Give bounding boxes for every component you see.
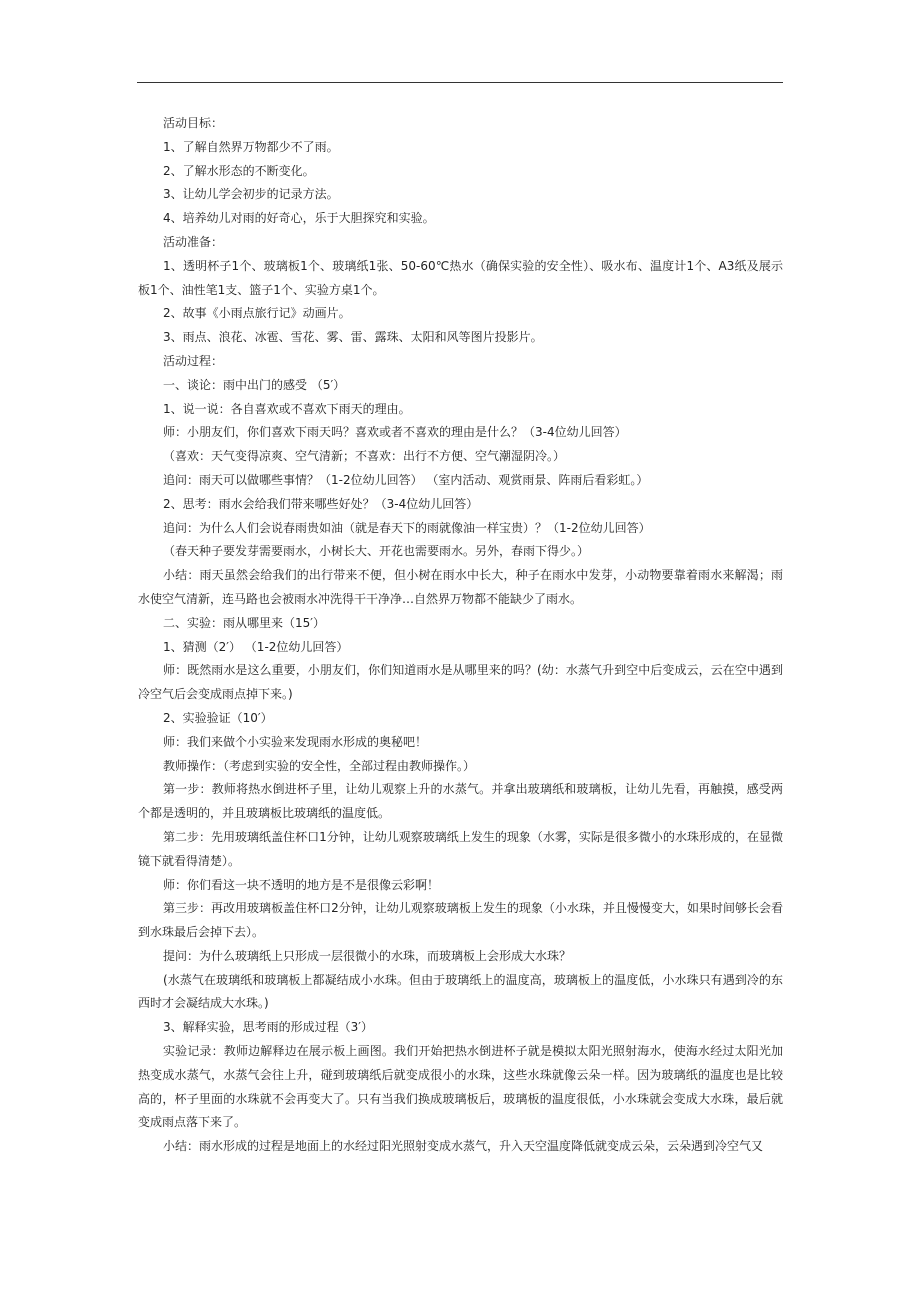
document-body xyxy=(138,112,783,1159)
paragraph: 师：小朋友们，你们喜欢下雨天吗？喜欢或者不喜欢的理由是什么？（3-4位幼儿回答） xyxy=(163,425,627,440)
paragraph: 第一步：教师将热水倒进杯子里，让幼儿观察上升的水蒸气。并拿出玻璃纸和玻璃板，让幼儿先看，再触摸，感受两个都是透明的，并且玻璃板比玻璃纸的温度低。 xyxy=(138,782,783,821)
section-heading: 一、谈论：雨中出门的感受 （5′） xyxy=(163,377,346,392)
paragraph: （喜欢：天气变得凉爽、空气清新；不喜欢：出行不方便、空气潮湿阴冷。） xyxy=(163,449,566,464)
paragraph: 师：你们看这一块不透明的地方是不是很像云彩啊！ xyxy=(163,877,440,892)
paragraph: 第三步：再改用玻璃板盖住杯口2分钟，让幼儿观察玻璃板上发生的现象（小水珠，并且慢慢变大，如果时间够长会看到水珠最后会掉下去）。 xyxy=(138,901,783,940)
paragraph: 3、解释实验，思考雨的形成过程（3′） xyxy=(163,1020,373,1035)
header-rule xyxy=(137,82,783,83)
paragraph: 1、说一说：各自喜欢或不喜欢下雨天的理由。 xyxy=(163,401,411,416)
paragraph: 师：我们来做个小实验来发现雨水形成的奥秘吧！ xyxy=(163,734,428,749)
preparation-item: 3、雨点、浪花、冰雹、雪花、雾、雷、露珠、太阳和风等图片投影片。 xyxy=(163,330,543,345)
paragraph: 2、实验验证（10′） xyxy=(163,710,273,725)
heading-activity-preparation: 活动准备： xyxy=(163,234,224,249)
paragraph: 第二步：先用玻璃纸盖住杯口1分钟，让幼儿观察玻璃纸上发生的现象（水雾，实际是很多微小的水珠形成的，在显微镜下就看得清楚）。 xyxy=(138,829,783,868)
paragraph: 提问：为什么玻璃纸上只形成一层很微小的水珠，而玻璃板上会形成大水珠？ xyxy=(163,948,572,963)
summary-paragraph: 小结：雨天虽然会给我们的出行带来不便，但小树在雨水中长大，种子在雨水中发芽，小动物要靠着雨水来解渴；雨水使空气清新，连马路也会被雨水冲洗得干干净净…自然界万物都不能缺少了雨水。 xyxy=(138,568,783,606)
goal-item: 1、了解自然界万物都少不了雨。 xyxy=(163,139,339,154)
goal-item: 3、让幼儿学会初步的记录方法。 xyxy=(163,187,339,202)
paragraph: 追问：为什么人们会说春雨贵如油（就是春天下的雨就像油一样宝贵）？（1-2位幼儿回答） xyxy=(163,520,651,535)
paragraph: 2、思考：雨水会给我们带来哪些好处？（3-4位幼儿回答） xyxy=(163,496,479,511)
heading-activity-process: 活动过程： xyxy=(163,353,224,368)
preparation-item: 1、透明杯子1个、玻璃板1个、玻璃纸1张、50-60℃热水（确保实验的安全性）、吸水布、温度计1个、A3纸及展示板1个、油性笔1支、篮子1个、实验方桌1个。 xyxy=(138,258,783,297)
summary-paragraph: 小结：雨水形成的过程是地面上的水经过阳光照射变成水蒸气，升入天空温度降低就变成云朵，云朵遇到冷空气又 xyxy=(163,1139,764,1154)
paragraph: (水蒸气在玻璃纸和玻璃板上都凝结成小水珠。但由于玻璃纸上的温度高，玻璃板上的温度低，小水珠只有遇到冷的东西时才会凝结成大水珠。) xyxy=(138,972,783,1011)
paragraph: 教师操作：（考虑到实验的安全性，全部过程由教师操作。） xyxy=(163,758,476,773)
goal-item: 2、了解水形态的不断变化。 xyxy=(163,163,315,178)
preparation-item: 2、故事《小雨点旅行记》动画片。 xyxy=(163,306,351,321)
heading-activity-goals: 活动目标： xyxy=(163,116,224,130)
paragraph: 追问：雨天可以做哪些事情？（1-2位幼儿回答） （室内活动、观赏雨景、阵雨后看彩虹。） xyxy=(163,472,649,487)
section-heading: 二、实验：雨从哪里来（15′） xyxy=(163,615,325,630)
paragraph: 1、猜测（2′） （1-2位幼儿回答） xyxy=(163,639,349,654)
paragraph: 师：既然雨水是这么重要，小朋友们，你们知道雨水是从哪里来的吗？(幼：水蒸气升到空中后变成云，云在空中遇到冷空气后会变成雨点掉下来。) xyxy=(138,663,783,702)
paragraph: 实验记录：教师边解释边在展示板上画图。我们开始把热水倒进杯子就是模拟太阳光照射海水，使海水经过太阳光加热变成水蒸气，水蒸气会往上升，碰到玻璃纸后就变成很小的水珠，这些水珠就像云朵一样。因为玻璃纸的温度也是比较高的，杯子里面的水珠就不会再变大了。只有当我们换成玻璃板后，玻璃板的温度很低，小水珠就会变成大水珠，最后就变成雨点落下来了。 xyxy=(138,1044,783,1130)
paragraph: （春天种子要发芽需要雨水，小树长大、开花也需要雨水。另外，春雨下得少。） xyxy=(163,544,590,559)
goal-item: 4、培养幼儿对雨的好奇心，乐于大胆探究和实验。 xyxy=(163,211,435,226)
